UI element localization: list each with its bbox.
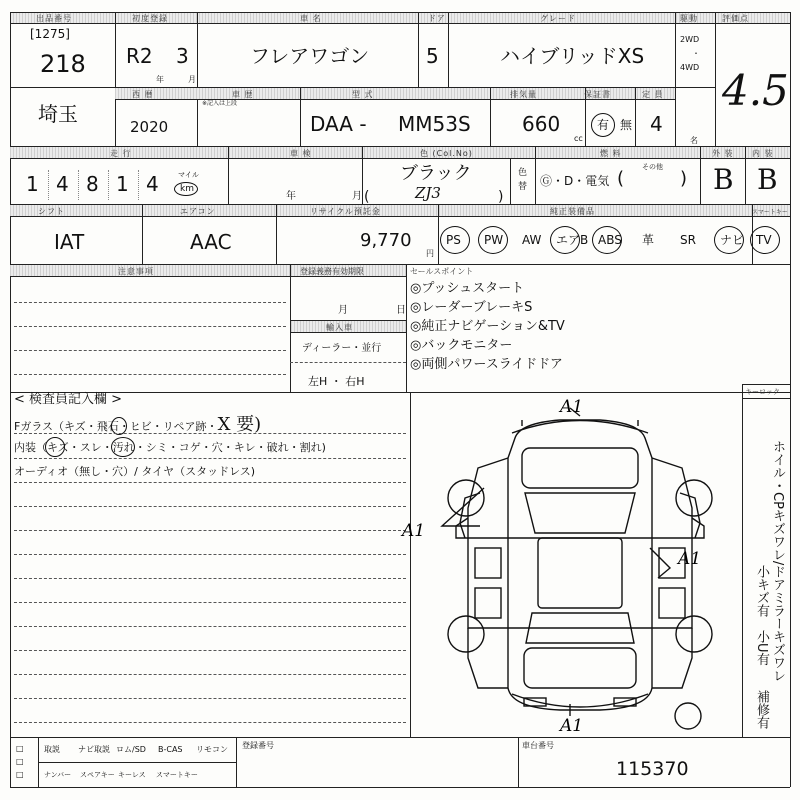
capacity-unit: 名 xyxy=(690,136,698,145)
sales-point-item: ◎バックモニター xyxy=(410,338,513,353)
side-note-main: ホイル・CPキズワレ/ドアミラーキズワレ xyxy=(770,440,785,683)
year-suffix: 年 xyxy=(156,75,164,84)
sales-point-item: ◎レーダーブレーキS xyxy=(410,300,533,315)
fuel-paren-open: ( xyxy=(617,168,625,189)
dealer-label: ディーラー・並行 xyxy=(302,343,382,354)
caution-label: 注意事項 xyxy=(118,267,154,276)
drive-4wd: 4WD xyxy=(680,63,700,72)
color-open: ( xyxy=(364,189,370,205)
inspector-title: < 検査員記入欄 > xyxy=(14,392,123,407)
mileage-digit: 8 xyxy=(86,172,99,196)
shift-label: シフト xyxy=(38,207,65,216)
chassis-label: 車台番号 xyxy=(522,741,554,750)
recycle-label: リサイクル預託金 xyxy=(310,207,381,216)
footer-item: スマートキー xyxy=(156,771,198,779)
damage-mark-right: A1 xyxy=(678,549,702,569)
mileage-digit: 4 xyxy=(56,172,69,196)
color-label: 色 (Col.No) xyxy=(420,149,473,158)
footer-item: ロム/SD xyxy=(116,745,146,754)
first-reg-label: 初度登録 xyxy=(132,14,168,23)
exterior-label: 外 装 xyxy=(712,149,734,158)
sales-point-item: ◎純正ナビゲーション&TV xyxy=(410,319,565,334)
grade: ハイブリッドXS xyxy=(500,44,645,68)
equipment-item: AW xyxy=(522,233,542,247)
model-label: 型 式 xyxy=(352,90,374,99)
exterior-grade: B xyxy=(713,163,734,196)
door-label: ドア xyxy=(428,14,446,23)
footer-item: リモコン xyxy=(196,745,228,754)
key-lock-label: キーロック xyxy=(745,388,780,396)
model-prefix: DAA - xyxy=(310,112,367,136)
inspector-line2: 内装（キズ ・スレ・汚れ ・シミ・コゲ・穴・キレ・破れ・割れ) xyxy=(14,442,326,453)
shift-value: IAT xyxy=(54,230,85,254)
reg-expiry-label: 登録義務有効期限 xyxy=(300,267,364,276)
damage-mark-rear: A1 xyxy=(560,716,584,736)
cc-unit: cc xyxy=(574,134,583,143)
handle-label: 左H ・ 右H xyxy=(308,375,365,388)
capacity-label: 定 員 xyxy=(642,90,664,99)
door-count: 5 xyxy=(426,44,439,68)
insp-year: 年 xyxy=(286,191,296,202)
chassis-number: 115370 xyxy=(616,758,689,780)
month-suffix: 月 xyxy=(188,75,196,84)
reg-day: 日 xyxy=(396,305,406,316)
footer-item: ナビ取説 xyxy=(78,745,110,754)
equipment-item: ナビ xyxy=(720,233,745,247)
mileage-digit: 4 xyxy=(146,172,159,196)
footer-item: キーレス xyxy=(118,771,146,779)
equipment-circle xyxy=(592,226,622,254)
grade-label: グレード xyxy=(540,14,576,23)
mileage-digit: 1 xyxy=(26,172,39,196)
equipment-item: 革 xyxy=(642,233,655,247)
equipment-item: ABS xyxy=(598,233,622,247)
side-note-c: 補修有 xyxy=(754,690,769,729)
capacity: 4 xyxy=(650,112,663,136)
footer-item: スペアキー xyxy=(80,771,115,779)
first-reg-era: R2 xyxy=(126,44,153,68)
warranty-label: 保証書 xyxy=(584,90,611,99)
mileage-label: 走 行 xyxy=(110,149,132,158)
insp-month: 月 xyxy=(352,191,362,202)
color-name: ブラック xyxy=(400,163,472,184)
fuel-other: その他 xyxy=(642,163,663,171)
warranty-yes: 有 xyxy=(597,118,610,132)
import-label: 輸入車 xyxy=(326,323,353,332)
fuel-label: 燃 料 xyxy=(600,149,622,158)
drive-label: 駆動 xyxy=(680,14,698,23)
sales-points-label: セールスポイント xyxy=(410,267,474,276)
inspection-label: 車 検 xyxy=(290,149,312,158)
vehicle-id-label: 車 歴 xyxy=(232,90,254,99)
color-change-label: 色替 xyxy=(518,168,528,192)
equipment-circle xyxy=(478,226,508,254)
sales-point-item: ◎プッシュスタート xyxy=(410,281,525,296)
side-note-b: 小U有 xyxy=(754,630,769,666)
mileage-km: km xyxy=(180,184,194,194)
interior-label: 内 装 xyxy=(752,149,774,158)
side-note-a: 小キズ有 xyxy=(754,565,769,617)
color-close: ) xyxy=(498,189,504,205)
reg-month: 月 xyxy=(338,305,348,316)
equipment-circle xyxy=(550,226,580,254)
cc-label: 排気量 xyxy=(510,90,537,99)
yen: 円 xyxy=(426,249,434,258)
auction-sheet: 出品番号 初度登録 車 名 ドア グレード 駆動 評価点 [1275] 218 R2 3 年 月 フレアワゴン 5 ハイブリッドXS 2WD ・ 4WD 4.5 西 暦 車 歴 型 式 排気量 保証書 定 員 埼玉 2020 ※記入は上段 DAA - MM53S 660 cc 有 無 4 名 走 行 車 検 色 (Col.No) 燃 料 外 装 内 装 1 4 8 1 4 マイル km 年 月 ( ブラック ZJ3 ) 色替 Ⓖ・D・電気 ( その他 ) B B シフト エアコン リサイクル預託金 純正装備品 スマートキー IAT AAC 9,770 円 PS PW AW エアB ABS 革 SR ナビ TV 注意事項 登録義務有効期限 月 日 輸入車 ディーラー・並行 左H ・ 右H セールスポイント ◎プッシュスタート ◎レーダーブレーキS ◎純正ナビゲーション&TV ◎バックモニター ◎両側パワースライドドア < 検査員記入欄 > キーロック Fガラス（キズ・飛石 ・ヒビ・リペア跡・X 要) 内装（キズ ・スレ・汚れ ・シミ・コゲ・穴・キレ・破れ・割れ) オーディオ（無し・穴）/ タイヤ（スタッドレス) ホイル・CPキズワレ/ドアミラーキズワレ 小キズ有 小U有 補修有 A1 A1 A1 A1 □ □ □ 取説 ナビ取説 ロム/SD B-CAS リモコン ナンバー スペアキー キーレス スマートキー 登録番号 車台番号 115370 xyxy=(0,0,800,800)
smart-key-label: スマートキー xyxy=(752,209,788,216)
lot-bracket: [1275] xyxy=(30,27,70,41)
sales-point-item: ◎両側パワースライドドア xyxy=(410,357,563,372)
year-label: 西 暦 xyxy=(132,90,154,99)
displacement: 660 xyxy=(522,112,561,136)
warranty-no: 無 xyxy=(620,118,633,132)
equipment-circle xyxy=(714,226,744,254)
first-reg-month: 3 xyxy=(176,44,189,68)
footer-item: 取説 xyxy=(44,745,60,754)
inspector-line1: Fガラス（キズ・飛石 ・ヒビ・リペア跡・X 要) xyxy=(14,414,262,435)
footer-item: B-CAS xyxy=(158,745,183,754)
drive-2wd: 2WD xyxy=(680,35,700,44)
inspector-line3: オーディオ（無し・穴）/ タイヤ（スタッドレス) xyxy=(14,465,256,478)
interior-grade: B xyxy=(757,163,778,196)
model-year: 2020 xyxy=(130,118,169,136)
equipment-label: 純正装備品 xyxy=(550,207,595,216)
score-value: 4.5 xyxy=(722,66,789,115)
mileage-miles: マイル xyxy=(178,171,199,179)
lot-label: 出品番号 xyxy=(36,14,72,23)
damage-mark-front: A1 xyxy=(560,397,584,417)
ac-value: AAC xyxy=(190,230,232,254)
equipment-item: PW xyxy=(484,233,504,247)
mileage-digit: 1 xyxy=(116,172,129,196)
car-name: フレアワゴン xyxy=(250,44,370,68)
car-damage-diagram xyxy=(402,397,740,736)
reg-number-label: 登録番号 xyxy=(242,741,274,750)
lot-number: 218 xyxy=(40,50,86,78)
damage-mark-left: A1 xyxy=(402,521,426,541)
fuel-paren-close: ) xyxy=(680,168,688,189)
equipment-item: SR xyxy=(680,233,696,247)
vehicle-note: ※記入は上段 xyxy=(202,100,238,107)
fuel-options: Ⓖ・D・電気 xyxy=(540,174,610,188)
ac-label: エアコン xyxy=(180,207,216,216)
model-code: MM53S xyxy=(398,112,471,136)
equipment-item: PS xyxy=(446,233,461,247)
footer-item: ナンバー xyxy=(44,771,72,779)
equipment-circle xyxy=(750,226,780,254)
score-label: 評価点 xyxy=(722,14,749,23)
equipment-item: エアB xyxy=(556,233,589,247)
recycle-fee: 9,770 xyxy=(360,230,412,251)
color-code: ZJ3 xyxy=(415,184,441,202)
region: 埼玉 xyxy=(38,102,78,126)
equipment-circle xyxy=(440,226,470,254)
equipment-item: TV xyxy=(756,233,772,247)
car-name-label: 車 名 xyxy=(300,14,322,23)
